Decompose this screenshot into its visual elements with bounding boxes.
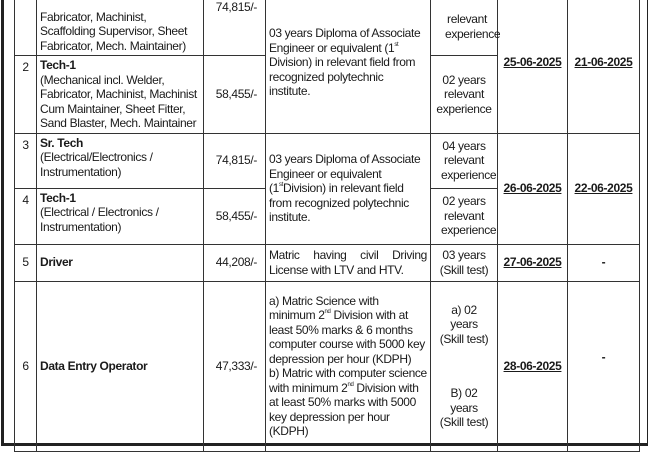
experience: 04 years relevant experience	[431, 133, 498, 188]
experience: 03 years (Skill test)	[431, 244, 498, 281]
table-row	[15, 244, 640, 281]
table-row	[15, 281, 640, 451]
table-row	[15, 133, 640, 188]
post-cell	[37, 0, 204, 56]
qualification: 03 years Diploma of Associate Engineer or equivalent (1stDivision) in relevant field from recognized polytechnic institute.	[266, 133, 431, 244]
experience: 02 years relevant experience	[431, 56, 498, 134]
post-title: Sr. Tech	[40, 135, 83, 150]
post-title: Tech-1	[40, 190, 76, 205]
post-cell	[37, 56, 204, 134]
post-cell	[37, 244, 204, 281]
date-1: 26-06-2025	[498, 133, 568, 244]
post-cell	[37, 133, 204, 188]
qualification: 03 years Diploma of Associate Engineer or equivalent (1st Division) in relevant field from recognized polytechnic institute.	[266, 0, 431, 133]
row-number: 4	[15, 188, 37, 244]
row-number: 2	[15, 56, 37, 134]
salary: 74,815/-	[204, 133, 266, 188]
row-number: 5	[15, 244, 37, 281]
row-number: 6	[15, 281, 37, 451]
date-2: -	[568, 281, 640, 451]
experience: 02 years relevant experience	[431, 188, 498, 244]
experience: a) 02 years (Skill test) B) 02 years (Skill test)	[431, 281, 498, 451]
salary: 47,333/-	[204, 281, 266, 451]
date-2: 21-06-2025	[568, 0, 640, 133]
salary: 58,455/-	[204, 56, 266, 134]
post-detail: (Mechanical incl. Welder, Fabricator, Machinist, Machinist Cum Maintainer, Sheet Fitter, Sand Blaster, Mech. Maintainer	[40, 72, 197, 130]
post-detail: (Electrical/Electronics / Instrumentation)	[40, 150, 153, 179]
post-cell	[37, 188, 204, 244]
jobs-table	[14, 0, 640, 452]
date-1: 28-06-2025	[498, 281, 568, 451]
qualification: a) Matric Science with minimum 2nd Division with at least 50% marks & 6 months computer course with 5000 key depression per hour (KDPH) b) Matric with computer science with minimum 2nd Division with at least 50% marks with 5000 key depression per hour (KDPH)	[266, 281, 431, 451]
row-number	[15, 0, 37, 56]
post-cell	[37, 281, 204, 451]
post-detail: (Electrical / Electronics / Instrumentation)	[40, 205, 159, 234]
table-row	[15, 0, 640, 56]
post-title: Tech-1	[40, 58, 76, 72]
experience: relevant experience	[431, 0, 498, 56]
date-2: 22-06-2025	[568, 133, 640, 244]
salary: 58,455/-	[204, 188, 266, 244]
date-2: -	[568, 244, 640, 281]
post-title: Driver	[40, 255, 73, 270]
date-1: 25-06-2025	[498, 0, 568, 133]
qualification: Matric having civil Driving License with LTV and HTV.	[266, 244, 431, 281]
post-detail: Fabricator, Machinist, Scaffolding Supervisor, Sheet Fabricator, Mech. Maintainer)	[40, 9, 188, 53]
row-number: 3	[15, 133, 37, 188]
salary: 44,208/-	[204, 244, 266, 281]
date-1: 27-06-2025	[498, 244, 568, 281]
post-title: Data Entry Operator	[40, 358, 148, 373]
salary: 74,815/-	[204, 0, 266, 56]
